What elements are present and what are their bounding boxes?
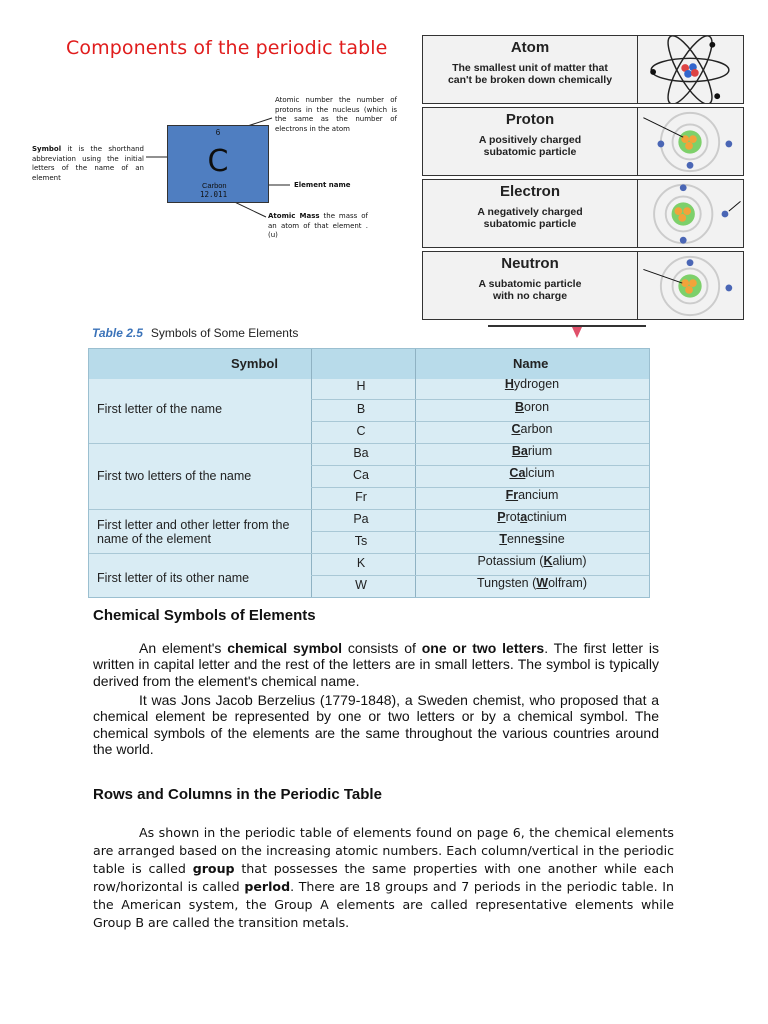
table-symbol: H <box>356 379 366 393</box>
element-symbols-table <box>88 348 650 598</box>
header-name: Name <box>513 356 549 371</box>
card-description: A positively charged subatomic particle <box>478 134 582 158</box>
paragraph-berzelius: It was Jons Jacob Berzelius (1779-1848), a Sweden chemist, who proposed that a chemical element be represented by one or two letters or by a chemical symbol. The chemical symbols of the elements are the same throughout the various countries around the world. <box>93 692 659 757</box>
proton-model-icon <box>638 108 743 175</box>
rule-first-two-letters: First two letters of the name <box>97 469 252 483</box>
paragraph-chemical-symbol: An element's chemical symbol consists of one or two letters. The first letter is written in capital letter and the rest of the letters are in small letters. The symbol is typically derived from the element's chemical name. <box>93 640 660 689</box>
note-element-name: Element name <box>294 181 351 189</box>
tile-atomic-number: 6 <box>215 128 221 137</box>
element-tile-carbon <box>167 125 269 203</box>
table-symbol: Ca <box>353 468 369 482</box>
note-symbol-term: Symbol <box>32 145 62 153</box>
table-symbol: K <box>356 556 366 570</box>
card-description: A negatively charged subatomic particle <box>477 206 583 230</box>
table-name: Protactinium <box>497 510 567 524</box>
note-atomic-number: Atomic number the number of protons in the nucleus (which is the same as the number of electrons in the atom <box>275 96 397 133</box>
card-title: Proton <box>505 111 555 128</box>
table-symbol: W <box>355 578 367 592</box>
table-name: Carbon <box>511 422 553 436</box>
table-symbol: Pa <box>353 512 369 526</box>
table-symbol: Ba <box>353 446 369 460</box>
electron-model-icon <box>638 180 743 247</box>
note-symbol <box>32 145 144 183</box>
tile-symbol: C <box>207 144 229 179</box>
table-name: Potassium (Kalium) <box>477 554 587 568</box>
particle-cards <box>422 35 744 320</box>
table-caption-text: Symbols of Some Elements <box>150 326 299 340</box>
paragraph-groups-periods: As shown in the periodic table of elements found on page 6, the chemical elements are arranged based on the increasing atomic numbers. Each column/vertical in the periodic table is called group that possesses the same properties with one another while each row/horizontal is called perlod. There are 18 groups and 7 periods in the periodic table. In the American system, the Group A elements are called representative elements while Group B are called the transition metals. <box>93 825 675 930</box>
table-symbol: C <box>356 424 366 438</box>
heading-rows-columns: Rows and Columns in the Periodic Table <box>93 786 382 803</box>
card-title: Atom <box>510 39 550 56</box>
note-atomic-mass <box>268 212 368 241</box>
table-name: Barium <box>511 444 553 458</box>
table-symbol: Ts <box>354 534 368 548</box>
card-proton <box>422 107 744 176</box>
neutron-model-icon <box>638 252 743 319</box>
table-name: Tennessine <box>499 532 565 546</box>
figure-title: Components of the periodic table <box>66 37 388 59</box>
atom-model-icon <box>638 36 743 103</box>
card-description: The smallest unit of matter that can't be broken down chemically <box>447 62 613 86</box>
rule-other-name: First letter of its other name <box>97 571 250 585</box>
card-description: A subatomic particle with no charge <box>478 278 582 302</box>
card-electron <box>422 179 744 248</box>
rule-first-letter: First letter of the name <box>97 402 223 416</box>
table-label: Table 2.5 <box>92 326 143 340</box>
table-symbol: Fr <box>355 490 367 504</box>
card-neutron <box>422 251 744 320</box>
table-name: Tungsten (Wolfram) <box>476 576 587 590</box>
rule-first-and-other-letter: First letter and other letter from the name of the element <box>97 518 290 546</box>
table-name: Francium <box>505 488 559 502</box>
header-symbol: Symbol <box>231 356 278 371</box>
decorative-strip <box>488 320 648 340</box>
tile-element-name: Carbon <box>202 181 227 190</box>
note-mass-text: the mass of an atom of that element . (u) <box>268 212 368 240</box>
note-mass-term: Atomic Mass <box>268 212 320 220</box>
tile-atomic-mass: 12.011 <box>200 190 228 199</box>
heading-chemical-symbols: Chemical Symbols of Elements <box>93 607 316 624</box>
table-header <box>89 349 649 379</box>
card-atom <box>422 35 744 104</box>
table-name: Boron <box>514 400 550 414</box>
note-symbol-text: it is the shorthand abbreviation using the initial letters of the name of an element <box>32 145 144 182</box>
card-title: Electron <box>499 183 560 200</box>
table-name: Hydrogen <box>504 377 560 391</box>
table-name: Calcium <box>509 466 555 480</box>
card-title: Neutron <box>501 255 559 272</box>
table-symbol: B <box>356 402 366 416</box>
table-caption <box>92 326 298 340</box>
